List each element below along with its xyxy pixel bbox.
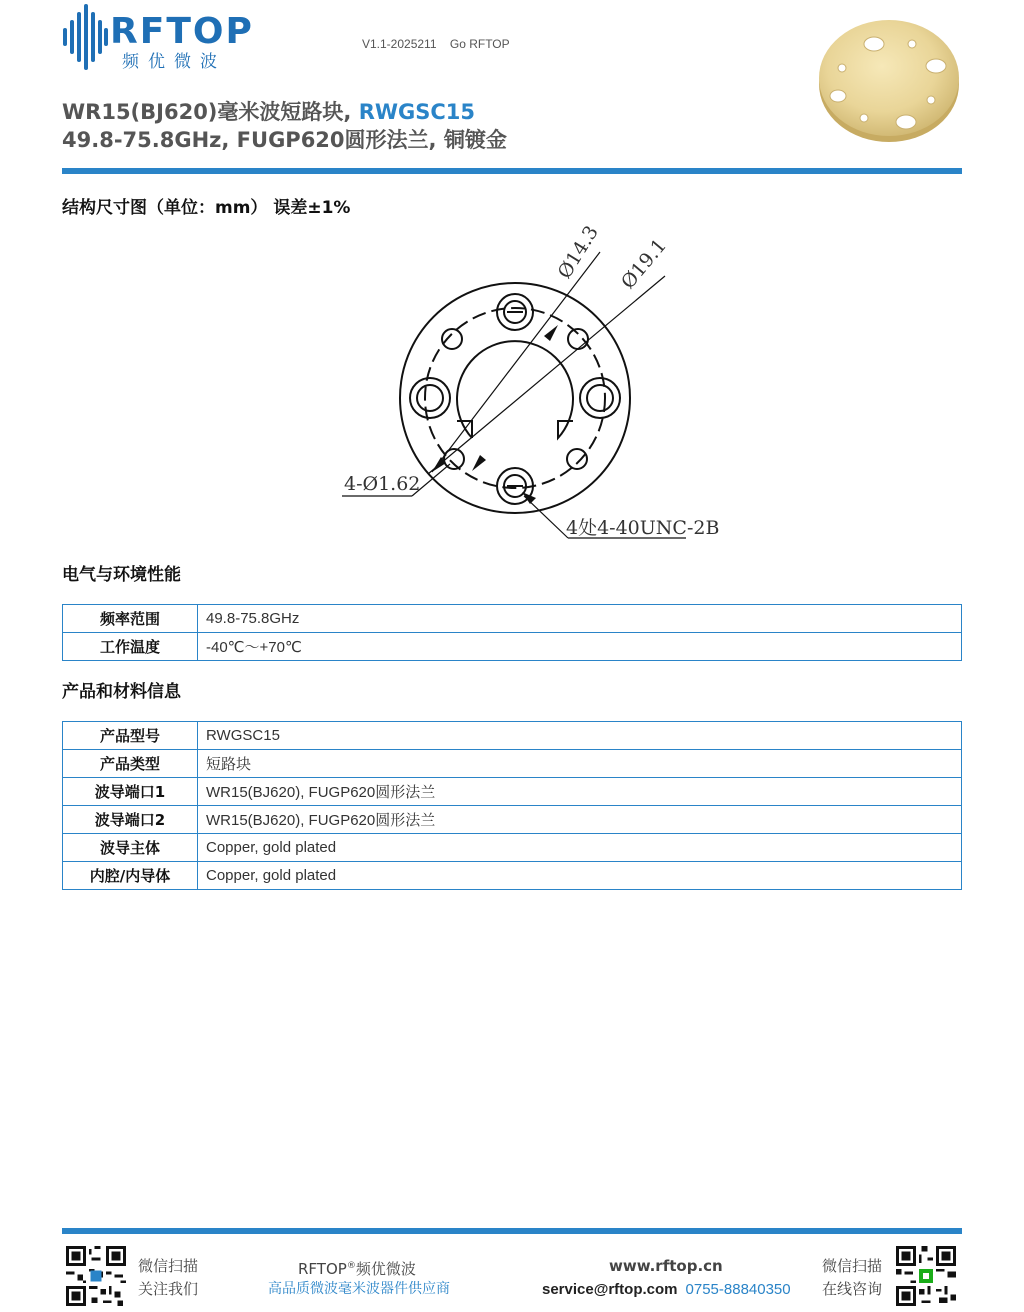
mount-hole-4 [567,449,587,469]
spec-value: Copper, gold plated [198,834,962,862]
spec-key: 波导端口1 [63,778,198,806]
part-number: RWGSC15 [358,100,476,124]
spec-key: 产品型号 [63,722,198,750]
bolt-circle [425,308,605,488]
drawing-heading: 结构尺寸图（单位：mm） 误差±1% [62,198,351,218]
footer-wechat-scan: 微信扫描 [138,1257,199,1275]
company-logo [62,4,272,74]
logo-waveform-icon [62,4,108,70]
spec-key: 工作温度 [63,633,198,661]
table-row [63,778,962,806]
label-diameter-inner: Ø14.3 [553,221,603,283]
table-row [63,722,962,750]
go-rftop-link[interactable]: Go RFTOP [449,37,510,51]
product-photo [816,14,962,146]
material-heading: 产品和材料信息 [62,682,181,702]
material-spec-table [62,721,962,890]
spec-key: 产品类型 [63,750,198,778]
footer-online-consult: 在线咨询 [822,1280,883,1298]
spec-value: 短路块 [198,750,962,778]
spec-value: WR15(BJ620), FUGP620圆形法兰 [198,778,962,806]
product-subtitle: 49.8-75.8GHz, FUGP620圆形法兰, 铜镀金 [62,128,507,152]
registered-mark: ® [346,1261,356,1271]
qr-code-follow[interactable] [66,1246,126,1306]
table-row [63,633,962,661]
version-number: V1.1-2025211 [362,37,437,51]
label-thread-spec: 4处4-40UNC-2B [566,517,720,539]
qr-code-consult[interactable] [896,1246,956,1306]
footer-email[interactable]: service@rftop.com [542,1281,678,1298]
spec-value: RWGSC15 [198,722,962,750]
version-info [362,37,510,51]
footer-contact [542,1278,791,1301]
footer-wechat-scan-right: 微信扫描 [822,1257,883,1275]
table-row [63,862,962,890]
logo-chinese-name: 频优微波 [122,52,226,72]
footer-phone[interactable]: 0755-88840350 [685,1281,791,1298]
label-diameter-outer: Ø19.1 [616,234,672,294]
table-row [63,605,962,633]
center-boss [457,341,573,438]
dimension-drawing [330,221,720,548]
mount-hole-2 [568,329,588,349]
footer-company-prefix: RFTOP [298,1260,347,1278]
electrical-spec-table [62,604,962,661]
table-row [63,806,962,834]
logo-wordmark: RFTOP [110,11,254,52]
electrical-heading: 电气与环境性能 [62,565,181,585]
spec-value: Copper, gold plated [198,862,962,890]
spec-key: 波导主体 [63,834,198,862]
spec-value: -40℃～+70℃ [198,633,962,661]
footer-follow-us: 关注我们 [138,1280,199,1298]
spec-key: 波导端口2 [63,806,198,834]
product-title-text: WR15(BJ620)毫米波短路块, [62,100,359,124]
footer-divider [62,1228,962,1234]
footer-website[interactable]: www.rftop.cn [609,1257,723,1275]
header-divider [62,168,962,174]
table-row [63,834,962,862]
flange-outer-circle [400,283,630,513]
spec-value: 49.8-75.8GHz [198,605,962,633]
spec-value: WR15(BJ620), FUGP620圆形法兰 [198,806,962,834]
table-row [63,750,962,778]
footer-company [298,1255,416,1280]
product-title [62,98,475,126]
footer-company-suffix: 频优微波 [355,1260,416,1278]
label-hole-spec: 4-Ø1.62 [344,473,421,495]
spec-key: 频率范围 [63,605,198,633]
mount-hole-1 [442,329,462,349]
spec-key: 内腔/内导体 [63,862,198,890]
footer-slogan: 高品质微波毫米波器件供应商 [268,1281,450,1297]
